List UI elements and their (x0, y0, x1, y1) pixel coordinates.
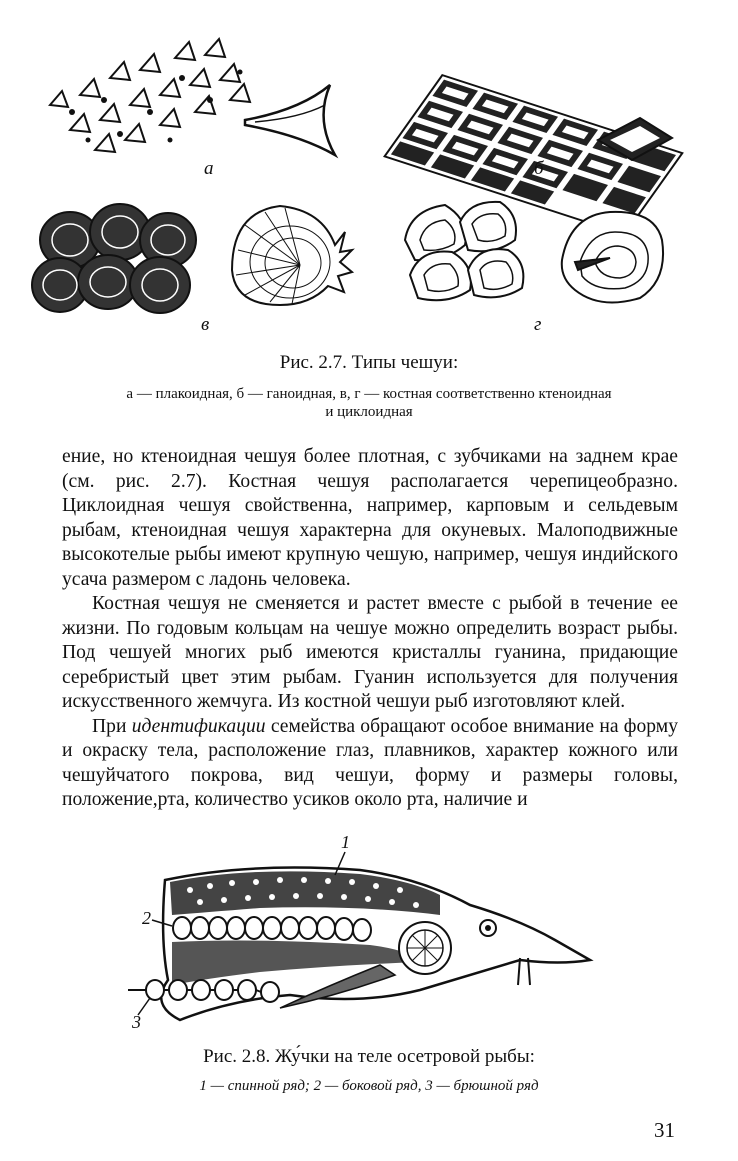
figure-2-7-caption-title: Рис. 2.7. Типы чешуи: (279, 352, 459, 373)
figure-2-7-caption-line2: и циклоидная (325, 404, 413, 420)
fig-2-8-num-1: 1 (341, 832, 350, 852)
paragraph-3-start: При (92, 715, 132, 737)
fig-2-8-num-3: 3 (132, 1012, 141, 1032)
fig-2-8-num-2: 2 (142, 908, 151, 928)
fig-label-v: в (201, 314, 210, 335)
fig-label-a: а (204, 158, 214, 179)
fig-label-g: г (534, 314, 542, 335)
paragraph-2: Костная чешуя не сменяется и растет вместе с рыбой в течение ее жизни. По годовым кольцам на чешуе можно определить возраст рыбы. Под чешуей многих рыб имеются кристаллы гуанина, придающие серебристый цвет этим рыбам. Гуанин используется для получения искусственного жемчуга. Из костной чешуи рыб изготовляют клей. (62, 593, 678, 712)
fig-label-b: б (534, 158, 544, 179)
paragraph-1: ение, но ктеноидная чешуя более плотная, с зубчиками на заднем крае (см. рис. 2.7). Костная чешуя располагается черепицеобразно. Циклоидная чешуя свойственна, например, карповым и сельдевым рыбам, ктеноидная чешуя характерна для окуневых. Малоподвижные высокотелые рыбы имеют крупную чешую, например, чешуя индийского усача размером с ладонь человека. (62, 446, 678, 590)
figure-2-8-caption-sub: 1 — спинной ряд; 2 — боковой ряд, 3 — брюшной ряд (199, 1078, 539, 1094)
figure-2-7-caption-line1: а — плакоидная, б — ганоидная, в, г — костная соответственно ктеноидная (126, 386, 612, 402)
emphasis-identification: идентификации (131, 715, 266, 737)
figure-2-8-caption-title: Рис. 2.8. Жу́чки на теле осетровой рыбы: (203, 1046, 535, 1067)
paragraph-3-rest: семейства обращают особое внимание на форму и окраску тела, расположение глаз, плавников, характер кожного или чешуйчатого покрова, вид чешуи, форму и размеры головы, положение,рта, количество усиков около рта, наличие и (62, 715, 678, 810)
page-number: 31 (654, 1118, 675, 1142)
